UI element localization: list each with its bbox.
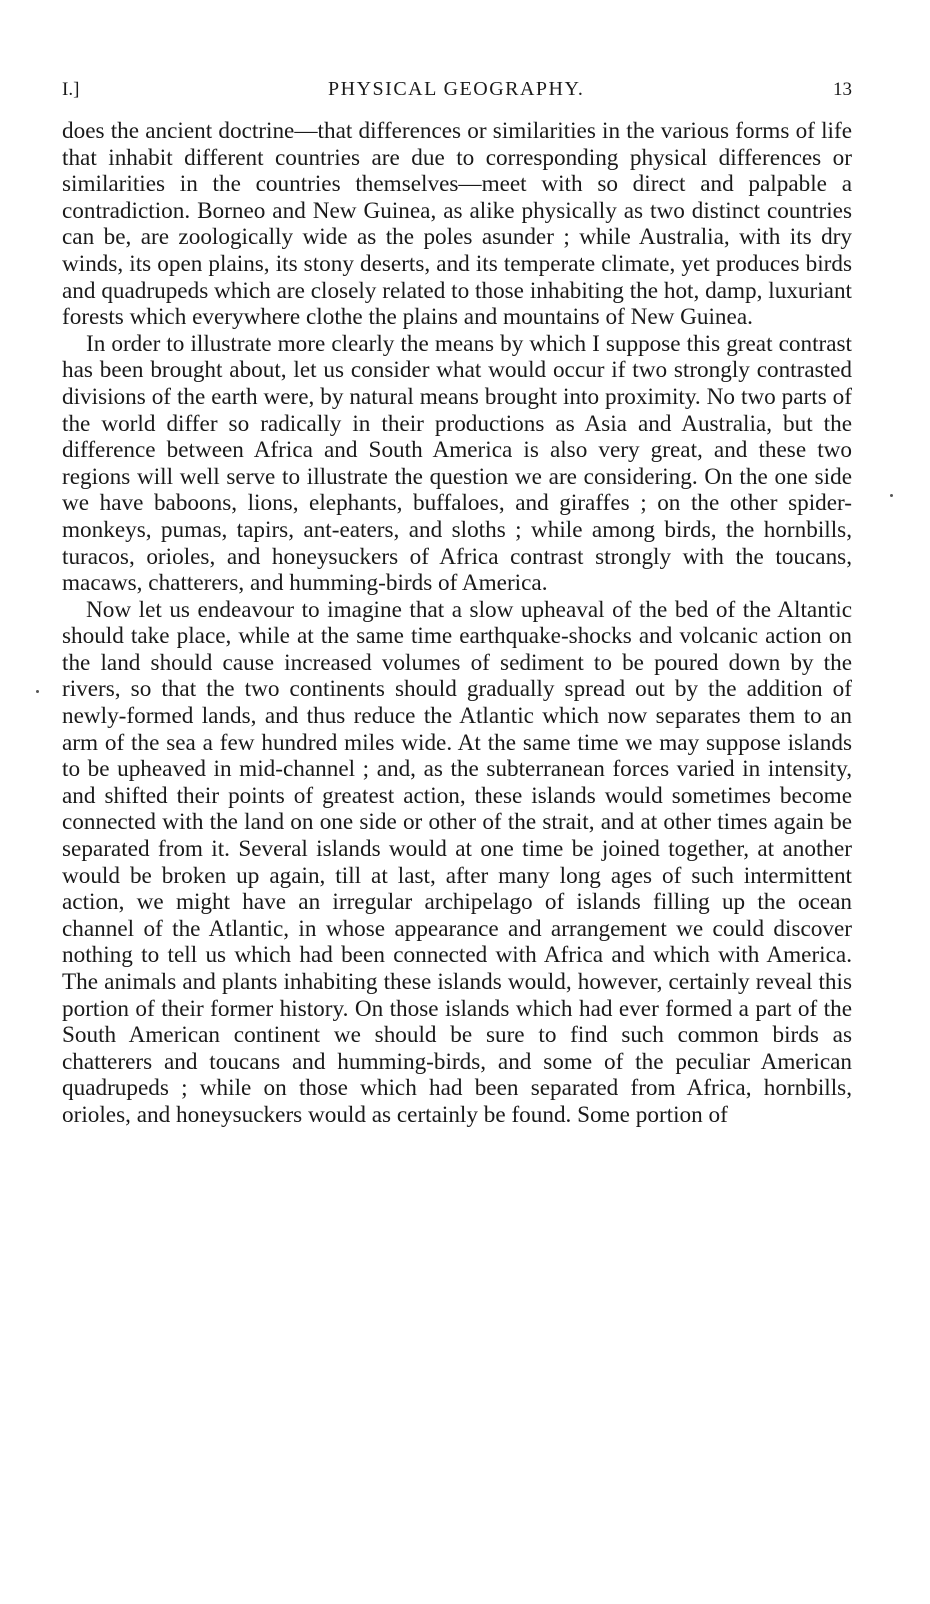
body-text	[62, 118, 852, 1129]
paragraph-1: does the ancient doctrine—that differences or similarities in the various forms of life that inhabit different countries are due to corresponding physical differences or similarities in the countries themselves—meet with so direct and palpable a contradiction. Borneo and New Guinea, as alike physically as two distinct countries can be, are zoologically wide as the poles asunder ; while Australia, with its dry winds, its open plains, its stony deserts, and its temperate climate, yet produces birds and quadrupeds which are closely related to those inhabiting the hot, damp, luxuriant forests which everywhere clothe the plains and mountains of New Guinea.	[62, 118, 852, 331]
margin-speck	[890, 494, 893, 497]
paragraph-3: Now let us endeavour to imagine that a slow upheaval of the bed of the Altantic should take place, while at the same time earthquake-shocks and volcanic action on the land should cause increased volumes of sediment to be poured down by the rivers, so that the two continents should gradually spread out by the addition of newly-formed lands, and thus reduce the Atlantic which now separates them to an arm of the sea a few hundred miles wide. At the same time we may suppose islands to be upheaved in mid-channel ; and, as the subterranean forces varied in intensity, and shifted their points of greatest action, these islands would sometimes become connected with the land on one side or other of the strait, and at other times again be separated from it. Several islands would at one time be joined together, at another would be broken up again, till at last, after many long ages of such intermittent action, we might have an irregular archipelago of islands filling up the ocean channel of the Atlantic, in whose appearance and arrangement we could discover nothing to tell us which had been connected with Africa and which with America. The animals and plants inhabiting these islands would, however, certainly reveal this portion of their former history. On those islands which had ever formed a part of the South American continent we should be sure to find such common birds as chatterers and toucans and humming-birds, and some of the peculiar American quadrupeds ; while on those which had been separated from Africa, hornbills, orioles, and honeysuckers would as certainly be found. Some portion of	[62, 596, 852, 1128]
margin-speck	[36, 690, 39, 693]
page-number: 13	[833, 79, 852, 100]
running-head	[62, 78, 852, 118]
book-page	[62, 78, 852, 1129]
running-title: PHYSICAL GEOGRAPHY.	[328, 78, 585, 100]
paragraph-2: In order to illustrate more clearly the means by which I suppose this great contrast has been brought about, let us consider what would occur if two strongly contrasted divisions of the earth were, by natural means brought into proximity. No two parts of the world differ so radically in their productions as Asia and Australia, but the difference between Africa and South America is also very great, and these two regions will well serve to illustrate the question we are considering. On the one side we have baboons, lions, elephants, buffaloes, and giraffes ; on the other spider-monkeys, pumas, tapirs, ant-eaters, and sloths ; while among birds, the hornbills, turacos, orioles, and honeysuckers of Africa contrast strongly with the toucans, macaws, chatterers, and humming-birds of America.	[62, 330, 852, 597]
section-marker: I.]	[62, 79, 80, 100]
